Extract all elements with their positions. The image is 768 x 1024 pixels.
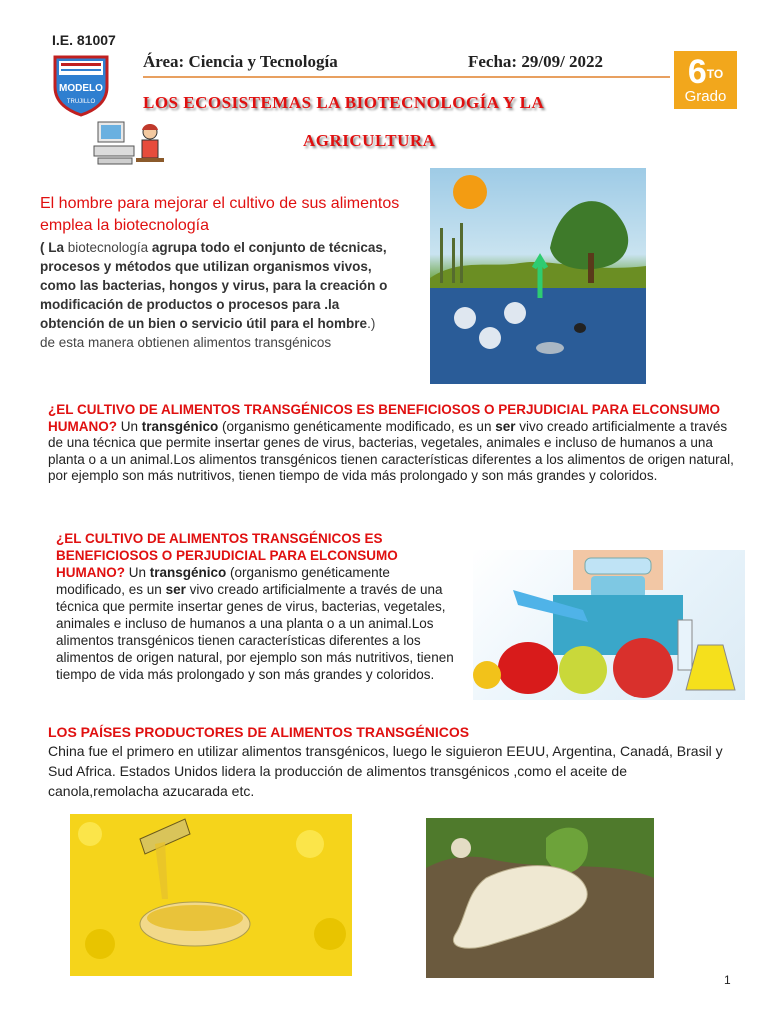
school-logo — [51, 53, 111, 117]
page-title-line1: LOS ECOSISTEMAS LA BIOTECNOLOGÍA Y LA — [143, 93, 545, 112]
section3-paragraph: China fue el primero en utilizar alimentos transgénicos, luego le siguieron EEUU, Argentina, Canadá, Brasil y Sud Africa. Estados Unidos lidera la producción de alimentos transgénicos ,como el aceite de canola,remolacha azucarada etc. — [48, 743, 723, 799]
header-rule — [143, 76, 670, 78]
computer-clipart — [92, 118, 168, 172]
section2-text-a: Un — [125, 565, 150, 580]
logo-subtext: TRUJILLO — [66, 99, 96, 105]
section2-paragraph — [56, 530, 456, 683]
section1-term-ser: ser — [495, 418, 516, 434]
section2-term-transgenico: transgénico — [149, 565, 227, 580]
section2-text-b: (organismo genéticamente modificado, es un — [56, 565, 390, 597]
section2-text-c: vivo creado artificialmente a través de una técnica que permite insertar genes de virus, bacterias, vegetales, animales e incluso de humanos a una planta o a un animal.Los alimentos transgénicos tienen características diferentes a los alimentos de origen natural, por ejemplo son más nutritivos, tienen tiempo de vida más prolongado y son más grandes y coloridos. — [56, 582, 454, 682]
section1-term-transgenico: transgénico — [141, 418, 219, 434]
sugar-beet-image — [426, 818, 654, 978]
date: Fecha: 29/09/ 2022 — [468, 52, 604, 71]
intro-term: biotecnología — [67, 240, 149, 255]
subject-area: Área: Ciencia y Tecnología — [143, 52, 338, 71]
intro-tail: .) de esta manera obtienen alimentos transgénicos — [40, 316, 376, 350]
grade-label: Grado — [684, 88, 727, 105]
section1-text-a: Un — [117, 418, 142, 434]
grade-sup: TO — [706, 67, 724, 81]
page-number: 1 — [724, 973, 731, 987]
canola-oil-image — [70, 814, 352, 976]
section1-text-b: (organismo genéticamente modificado, es un — [218, 418, 496, 434]
intro-paragraph — [40, 238, 390, 352]
scientist-fruits-image — [473, 550, 745, 700]
ecosystem-image — [430, 168, 646, 384]
intro-heading: El hombre para mejorar el cultivo de sus alimentos emplea la biotecnología — [40, 195, 400, 234]
grade-badge — [674, 51, 737, 109]
section2-term-ser: ser — [165, 582, 186, 597]
section1-text-c: vivo creado artificialmente a través de una técnica que permite insertar genes de virus, bacterias, vegetales, animales e incluso de humanos a una planta o a un animal.Los alimentos transgénicos tienen características diferentes a los alimentos de origen natural, por ejemplo son más nutritivos, tienen tiempo de vida más prolongado y son más grandes y coloridos. — [48, 418, 734, 483]
section2-question: ¿EL CULTIVO DE ALIMENTOS TRANSGÉNICOS ES BENEFICIOSOS O PERJUDICIAL PARA ELCONSUMO HUMANO? — [56, 531, 398, 580]
section1-paragraph — [48, 402, 738, 485]
intro-bold-b: agrupa todo el conjunto de técnicas, procesos y métodos que utilizan organismos vivos, como las bacterias, hongos y virus, para la creación o modificación de productos o procesos para .la obtención de un bien o servicio útil para el hombre — [40, 240, 388, 331]
intro-bold-a: La — [48, 240, 68, 255]
section1-question: ¿EL CULTIVO DE ALIMENTOS TRANSGÉNICOS ES BENEFICIOSOS O PERJUDICIAL PARA ELCONSUMO HUMANO? — [48, 402, 721, 434]
logo-text: MODELO — [59, 83, 103, 94]
section3-heading: LOS PAÍSES PRODUCTORES DE ALIMENTOS TRANSGÉNICOS — [48, 724, 470, 740]
school-code: I.E. 81007 — [52, 32, 116, 48]
intro-open-paren: ( — [40, 240, 49, 255]
grade-number: 6 — [687, 53, 707, 91]
page-title-line2: AGRICULTURA — [303, 131, 436, 150]
